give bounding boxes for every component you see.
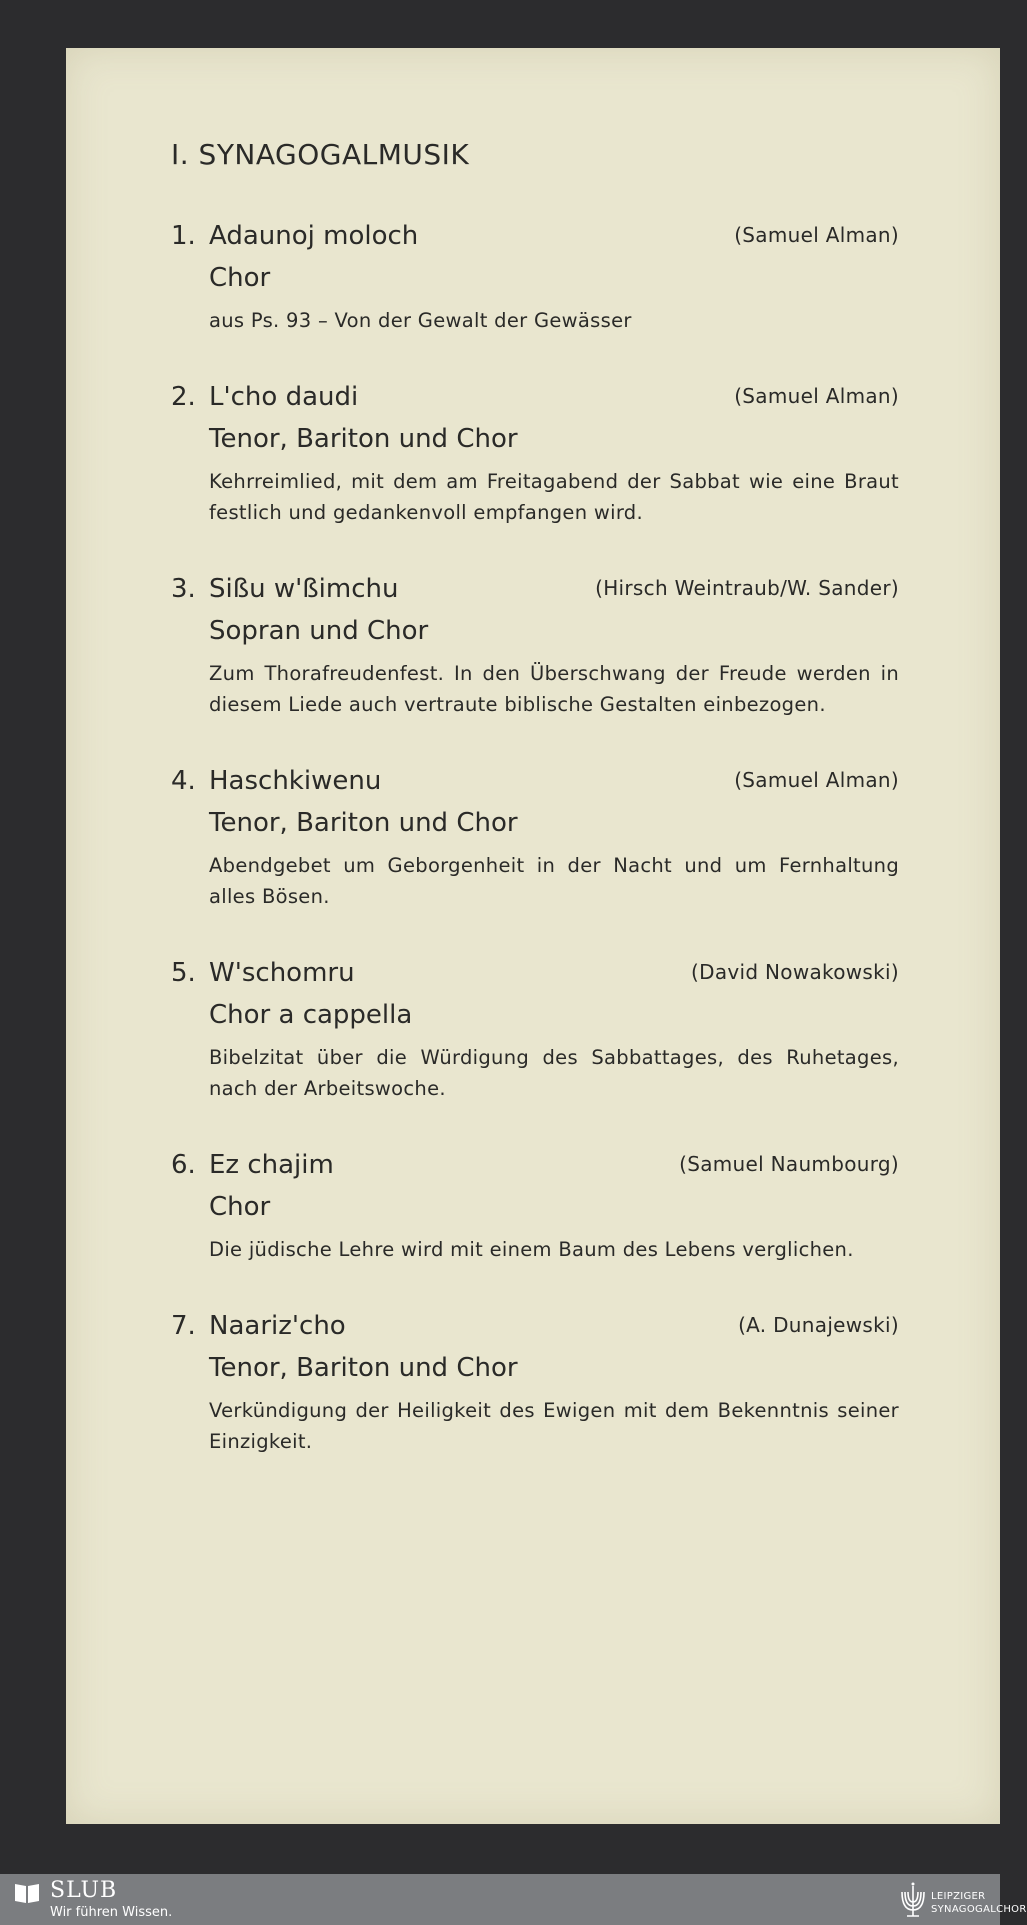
book-icon [14, 1882, 40, 1904]
item-description: Kehrreimlied, mit dem am Freitagabend der Sabbat wie eine Braut festlich und gedankenvoll empfangen wird. [209, 470, 899, 524]
item-title: Ez chajim [209, 1150, 334, 1180]
item-title: Haschkiwenu [209, 766, 382, 796]
program-item [171, 221, 899, 336]
item-title: Adaunoj moloch [209, 221, 419, 251]
item-composer: (Samuel Alman) [734, 384, 899, 408]
item-composer: (Hirsch Weintraub/W. Sander) [595, 576, 899, 600]
item-number: 7. [171, 1311, 196, 1341]
program-item [171, 574, 899, 720]
item-voices: Tenor, Bariton und Chor [209, 808, 518, 838]
partner-logo-line1: LEIPZIGER [931, 1891, 986, 1902]
item-description: Verkündigung der Heiligkeit des Ewigen mit dem Bekenntnis seiner Einzigkeit. [209, 1399, 899, 1453]
item-number: 6. [171, 1150, 196, 1180]
item-title: Sißu w'ßimchu [209, 574, 399, 604]
program-page [66, 48, 1000, 1824]
program-content [171, 138, 899, 1503]
section-title: I. SYNAGOGALMUSIK [171, 138, 470, 171]
item-description: Bibelzitat über die Würdigung des Sabbattages, des Ruhetages, nach der Arbeitswoche. [209, 1046, 899, 1100]
item-number: 1. [171, 221, 196, 251]
partner-logo-line2: SYNAGOGALCHOR [931, 1904, 1027, 1915]
item-composer: (A. Dunajewski) [738, 1313, 899, 1337]
item-voices: Chor [209, 263, 271, 293]
program-item [171, 1311, 899, 1457]
item-title: Naariz'cho [209, 1311, 346, 1341]
slub-slogan: Wir führen Wissen. [50, 1905, 173, 1920]
item-voices: Chor [209, 1192, 271, 1222]
item-number: 4. [171, 766, 196, 796]
item-title: W'schomru [209, 958, 355, 988]
program-item [171, 382, 899, 528]
item-composer: (David Nowakowski) [691, 960, 899, 984]
item-voices: Tenor, Bariton und Chor [209, 424, 518, 454]
program-item [171, 958, 899, 1104]
item-number: 5. [171, 958, 196, 988]
slub-logo-text[interactable]: SLUB [50, 1878, 118, 1903]
footer-bar [0, 1874, 1027, 1925]
item-description: aus Ps. 93 – Von der Gewalt der Gewässer [209, 309, 632, 332]
program-item [171, 1150, 899, 1265]
item-voices: Chor a cappella [209, 1000, 413, 1030]
item-description: Zum Thorafreudenfest. In den Überschwang der Freude werden in diesem Liede auch vertraute biblische Gestalten einbezogen. [209, 662, 899, 716]
item-title: L'cho daudi [209, 382, 359, 412]
item-voices: Tenor, Bariton und Chor [209, 1353, 518, 1383]
item-number: 3. [171, 574, 196, 604]
item-composer: (Samuel Naumbourg) [679, 1152, 899, 1176]
item-description: Die jüdische Lehre wird mit einem Baum des Lebens verglichen. [209, 1238, 854, 1261]
item-composer: (Samuel Alman) [734, 223, 899, 247]
item-composer: (Samuel Alman) [734, 768, 899, 792]
item-number: 2. [171, 382, 196, 412]
item-description: Abendgebet um Geborgenheit in der Nacht und um Fernhaltung alles Bösen. [209, 854, 899, 908]
program-item [171, 766, 899, 912]
item-voices: Sopran und Chor [209, 616, 429, 646]
menorah-icon [899, 1880, 927, 1920]
